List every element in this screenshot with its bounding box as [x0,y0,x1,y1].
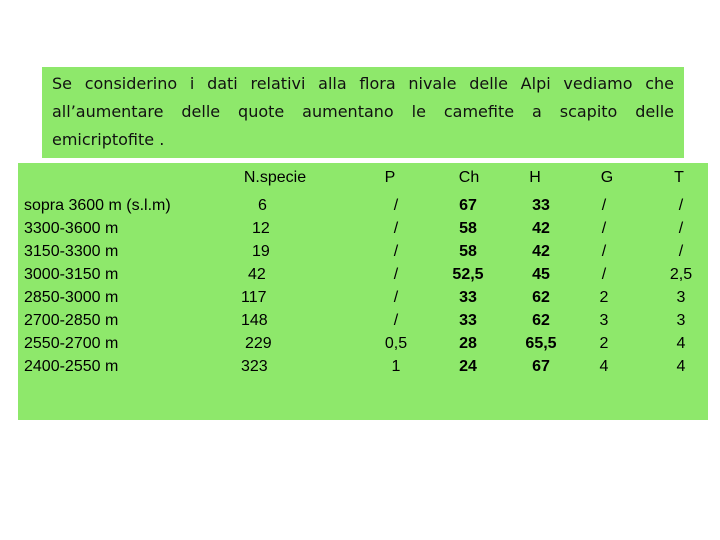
row-nspecie: 148 [241,312,268,329]
row-quota: 2550-2700 m [24,335,119,352]
row-h: 65,5 [525,335,557,352]
header-p: P [384,169,396,186]
row-h: 42 [532,243,550,260]
row-t: 3 [676,289,686,306]
row-quota: 2400-2550 m [24,358,119,375]
row-p: / [393,197,399,214]
row-g: / [601,266,607,283]
row-ch: 52,5 [452,266,484,283]
row-t: 4 [676,358,686,375]
row-quota: 2850-3000 m [24,289,119,306]
row-ch: 33 [459,289,477,306]
row-nspecie: 12 [252,220,270,237]
row-h: 42 [532,220,550,237]
intro-text-box [42,67,684,158]
row-p: / [393,220,399,237]
row-quota: 3000-3150 m [24,266,119,283]
row-ch: 67 [459,197,477,214]
row-p: / [393,289,399,306]
row-h: 33 [532,197,550,214]
row-g: 2 [599,289,609,306]
row-p: / [393,243,399,260]
row-ch: 33 [459,312,477,329]
row-quota: 2700-2850 m [24,312,119,329]
row-t: / [678,197,684,214]
row-g: / [601,220,607,237]
row-quota: 3150-3300 m [24,243,119,260]
row-g: 2 [599,335,609,352]
flora-table [18,163,708,420]
row-p: 1 [391,358,401,375]
row-p: 0,5 [384,335,408,352]
row-ch: 58 [459,220,477,237]
row-ch: 28 [459,335,477,352]
intro-line-1: Se considerino i dati relativi alla flora nivale delle Alpi vediamo che [52,74,674,93]
row-t: / [678,220,684,237]
row-nspecie: 323 [241,358,268,375]
row-p: / [393,312,399,329]
row-g: / [601,197,607,214]
row-g: 3 [599,312,609,329]
intro-line-2: all’aumentare delle quote aumentano le camefite a scapito delle [52,102,674,121]
row-t: 3 [676,312,686,329]
row-nspecie: 229 [245,335,272,352]
row-h: 62 [532,312,550,329]
row-nspecie: 6 [258,197,267,214]
row-t: 2,5 [669,266,693,283]
header-g: G [600,169,614,186]
row-nspecie: 19 [252,243,270,260]
row-t: / [678,243,684,260]
row-h: 67 [532,358,550,375]
row-nspecie: 42 [248,266,266,283]
header-ch: Ch [458,169,480,186]
row-h: 45 [532,266,550,283]
row-g: / [601,243,607,260]
header-h: H [529,169,541,186]
row-g: 4 [599,358,609,375]
header-nspecie: N.specie [243,169,307,186]
header-t: T [674,169,684,186]
row-h: 62 [532,289,550,306]
row-ch: 24 [459,358,477,375]
intro-line-3: emicriptofite . [52,130,165,149]
row-ch: 58 [459,243,477,260]
row-p: / [393,266,399,283]
row-t: 4 [676,335,686,352]
row-quota: sopra 3600 m (s.l.m) [24,197,171,214]
row-quota: 3300-3600 m [24,220,119,237]
row-nspecie: 117 [241,289,267,306]
